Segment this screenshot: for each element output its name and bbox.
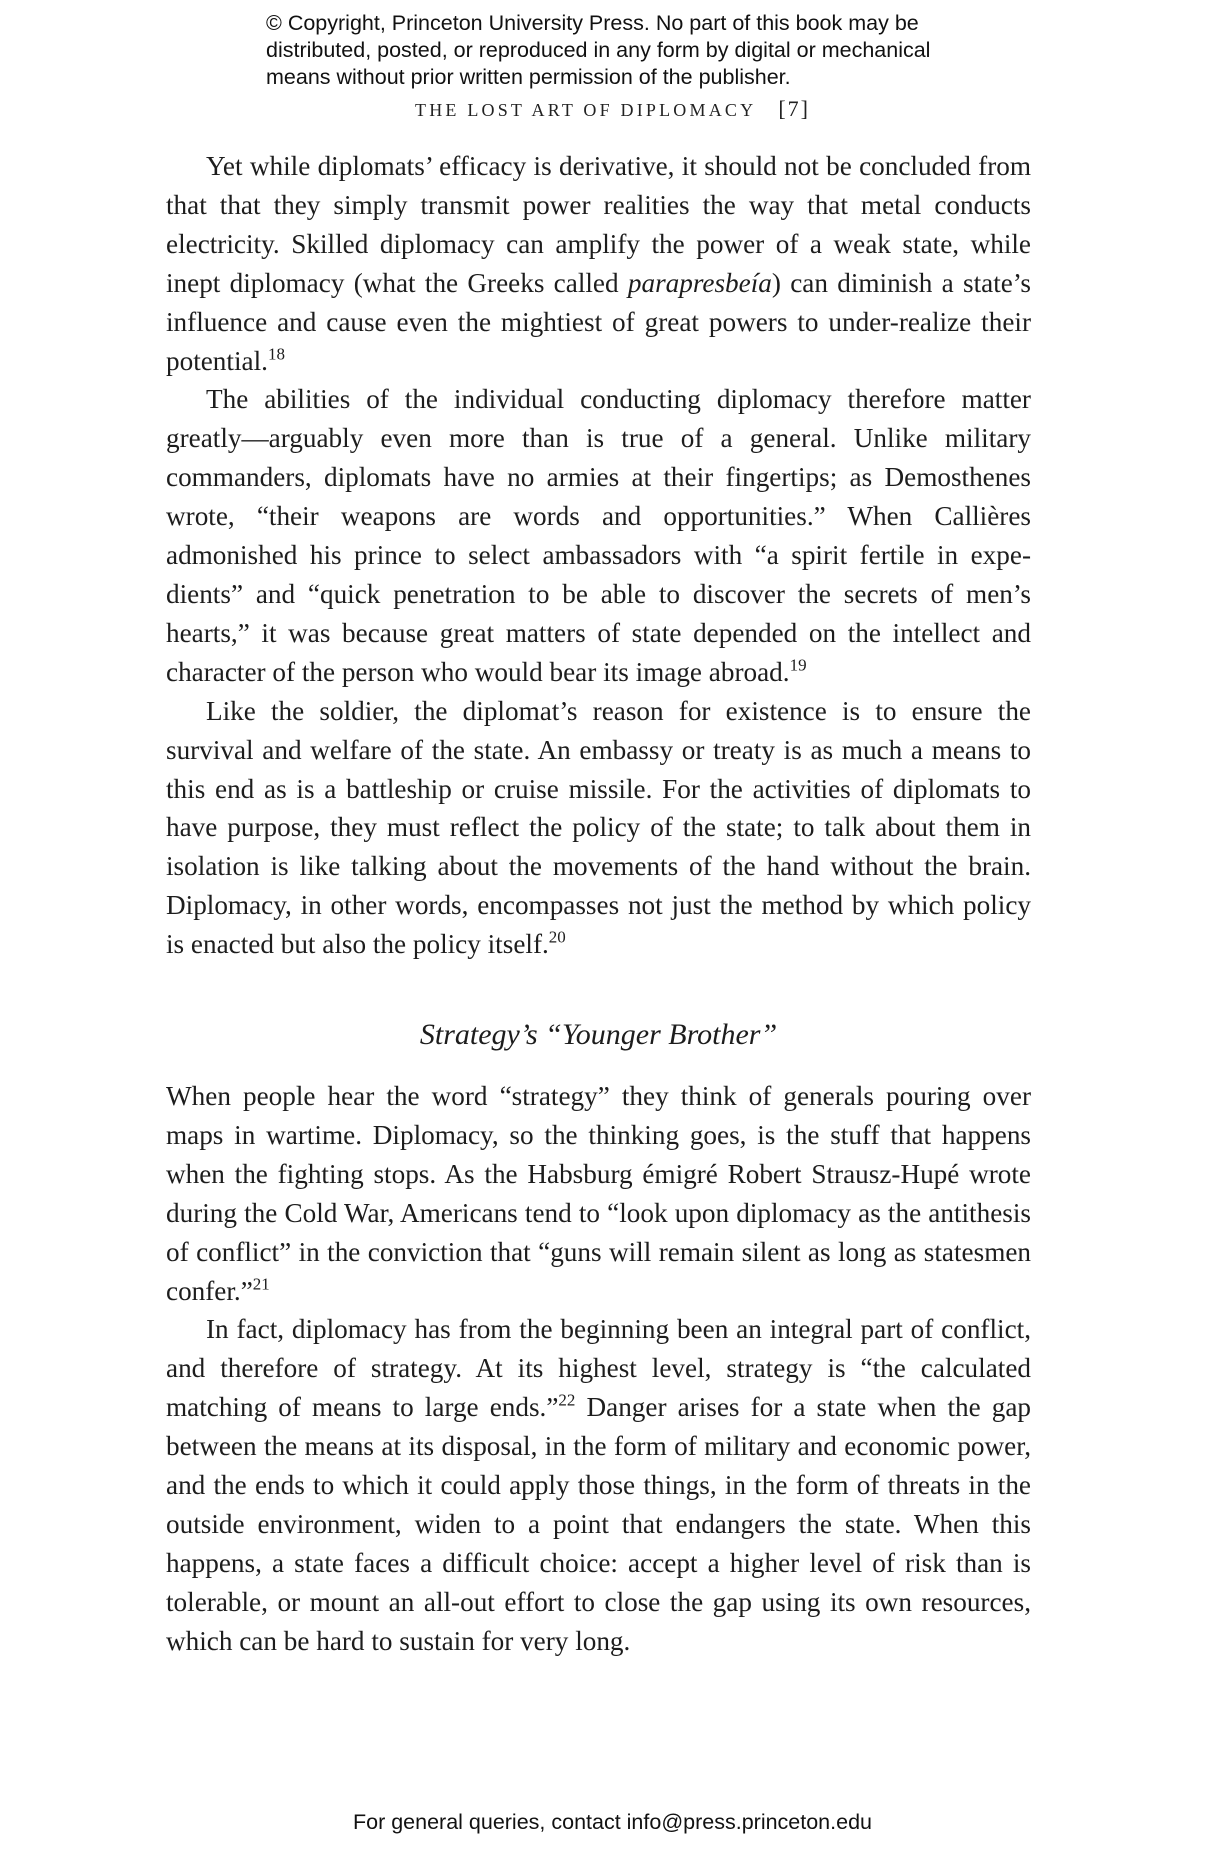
copyright-notice: [266, 10, 986, 91]
footnote-ref[interactable]: 18: [267, 344, 285, 363]
paragraph: In fact, diplomacy has from the beginning been an integral part of conflict, and therefore of strategy. At its highest level, strategy is “the calculated matching of means to large ends.”$^{22}$ Danger arises for a state when the gap between the means at its disposal, in the form of military and economic power, and the ends to which it could apply those things, in the form of threats in the outside environment, widen to a point that endangers the state. When this happens, a state faces a difficult choice: accept a higher level of risk than is tolerable, or mount an all-out effort to close the gap using its own resources, which can be hard to sustain for very long.: [166, 1314, 1032, 1656]
running-head-title: THE LOST ART OF DIPLOMACY: [415, 100, 757, 120]
paragraph: When people hear the word “strategy” they think of generals pouring over maps in wartime. Diplomacy, so the thinking goes, is the stuff that happens when the fighting stops. As the Habsburg émigré Robert Strausz-Hupé wrote during the Cold War, Americans tend to “look upon diplomacy as the antithesis of conflict” in the conviction that “guns will remain silent as long as statesmen confer.”$^{21}$: [166, 1081, 1031, 1306]
footnote-ref[interactable]: 22: [558, 1390, 576, 1410]
section-heading: Strategy’s “Younger Brother”: [419, 1018, 778, 1052]
footnote-ref[interactable]: 20: [548, 927, 566, 947]
italic-term: parapresbeía: [627, 267, 772, 298]
footnote-ref[interactable]: 19: [789, 655, 807, 675]
footer-contact: For general queries, contact info@press.princeton.edu: [352, 1810, 872, 1834]
running-head: [0, 96, 1225, 122]
footnote-ref[interactable]: 21: [252, 1274, 270, 1294]
paragraph: Yet while diplomats’ efficacy is derivative, it should not be concluded from that that they simply transmit power realities the way that metal conducts electricity. Skilled diplomacy can amplify the power of a weak state, while inept diplomacy (what the Greeks called parapresbeía) can diminish a state’s influence and cause even the mightiest of great powers to under-realize their potential.$^{18}$: [166, 151, 1031, 376]
paragraph: Like the soldier, the diplomat’s reason for existence is to ensure the survival and welfare of the state. An embassy or treaty is as much a means to this end as is a battleship or cruise missile. For the activities of diplomats to have purpose, they must reflect the policy of the state; to talk about them in isolation is like talking about the movements of the hand without the brain. Diplomacy, in other words, encompasses not just the method by which policy is enacted but also the policy itself.$^{20}$: [166, 695, 1031, 960]
page-body: [166, 147, 1031, 1661]
copyright-line-1: © Copyright, Princeton University Press. No part of this book may be: [266, 11, 919, 35]
paragraph: The abilities of the individual conducting diplomacy therefore matter greatly—arguably even more than is true of a general. Unlike military commanders, diplomats have no armies at their fingertips; as Demosthenes wrote, “their weapons are words and opportunities.” When Callières admonished his prince to select ambassadors with “a spirit fertile in expedients” and “quick penetration to be able to discover the secrets of men’s hearts,” it was because great matters of state depended on the intellect and character of the person who would bear its image abroad.$^{19}$: [166, 384, 1031, 687]
copyright-line-3: means without prior written permission of the publisher.: [266, 65, 791, 89]
page-number: [7]: [778, 96, 810, 121]
copyright-line-2: distributed, posted, or reproduced in any form by digital or mechanical: [266, 38, 931, 62]
